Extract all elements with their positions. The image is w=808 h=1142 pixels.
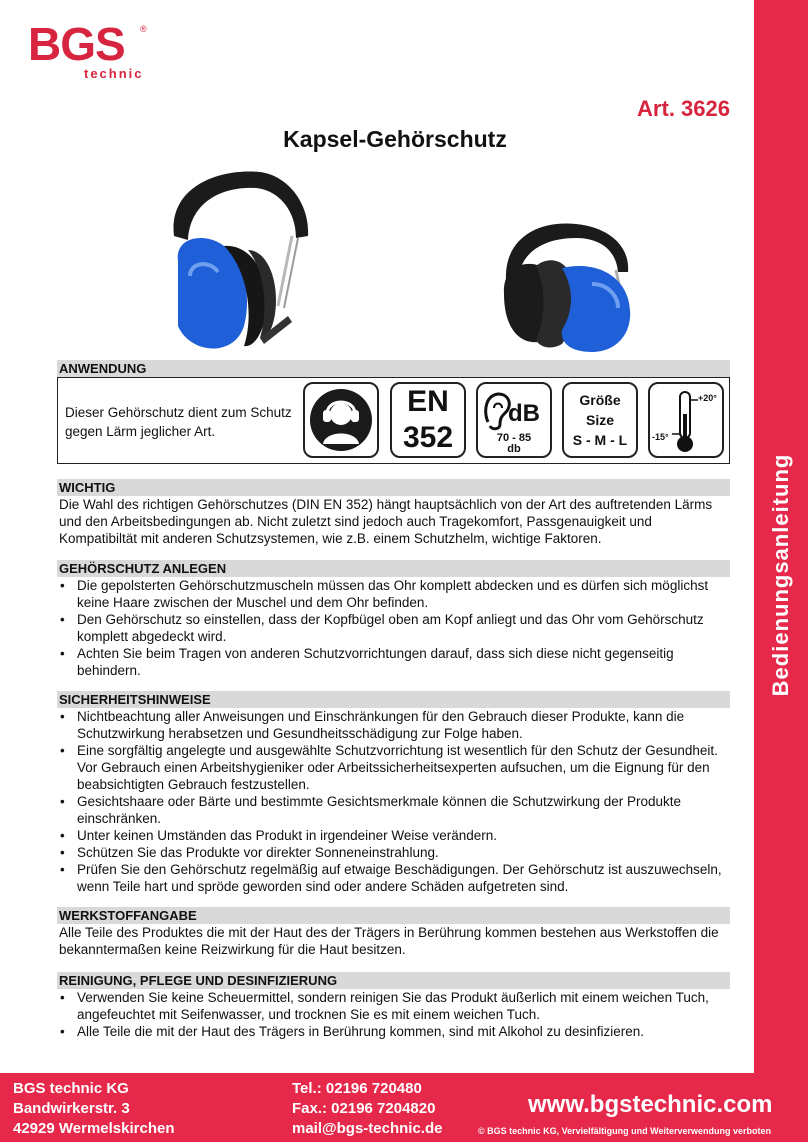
section-heading: REINIGUNG, PFLEGE UND DESINFIZIERUNG: [57, 972, 730, 989]
decibel-range: 70 - 85: [496, 432, 532, 444]
temperature-max: +20°: [698, 393, 717, 403]
footer-city: 42929 Wermelskirchen: [13, 1120, 175, 1137]
footer-contact: [292, 1079, 443, 1139]
footer-fax: Fax.: 02196 7204820: [292, 1100, 436, 1117]
footer-copyright: © BGS technic KG, Vervielfältigung und Weiterverwendung verboten: [478, 1126, 772, 1136]
section-reinigung: [57, 972, 730, 1040]
noise-level-icon: [476, 382, 552, 458]
list-item: • Eine sorgfältig angelegte und ausgewählte Schutzvorrichtung ist wesentlich für den Schutz der Gesundheit. Vor Gebrauch einen Arbeitshygieniker oder Arbeitssicherheitsexperten aufsuchen, um die Eignung für den beabsichtigten Gebrauch festzustellen.: [57, 742, 730, 793]
list-item: • Prüfen Sie den Gehörschutz regelmäßig auf etwaige Beschädigungen. Der Gehörschutz ist auszuwechseln, wenn Teile hart und spröde geworden sind oder andere Schäden aufgetreten sind.: [57, 861, 730, 895]
footer: [0, 1073, 808, 1142]
anlegen-list: [57, 577, 730, 679]
size-label-de: Größe: [579, 392, 621, 408]
list-item: • Alle Teile die mit der Haut des Trägers in Berührung kommen, sind mit Alkohol zu desinfizieren.: [57, 1023, 730, 1040]
section-wichtig: [57, 479, 730, 547]
list-item: • Nichtbeachtung aller Anweisungen und Einschränkungen für den Gebrauch dieser Produkte, kann die Schutzwirkung herabsetzen und Gesundheitsschädigung zur Folge haben.: [57, 708, 730, 742]
application-box: [57, 377, 730, 464]
section-heading: SICHERHEITSHINWEISE: [57, 691, 730, 708]
section-anwendung: [57, 360, 730, 377]
application-text: Dieser Gehörschutz dient zum Schutz gegen Lärm jeglicher Art.: [65, 405, 292, 439]
reinigung-list: [57, 989, 730, 1040]
bgs-logo: [28, 20, 152, 84]
size-range: S - M - L: [572, 432, 628, 448]
earmuff-product-image-small: [496, 210, 646, 360]
section-text: Alle Teile des Produktes die mit der Haut des der Trägers in Berührung kommen bestehen aus Werkstoffen die bekanntermaßen keine Reizwirkung für die Haut besitzen.: [59, 925, 719, 957]
list-item: • Unter keinen Umständen das Produkt in irgendeiner Weise verändern.: [57, 827, 730, 844]
footer-email[interactable]: mail@bgs-technic.de: [292, 1120, 443, 1137]
footer-website-link[interactable]: www.bgstechnic.com: [528, 1091, 773, 1118]
section-heading: WICHTIG: [57, 479, 730, 496]
footer-phone: Tel.: 02196 720480: [292, 1080, 422, 1097]
section-heading: WERKSTOFFANGABE: [57, 907, 730, 924]
size-icon: [562, 382, 638, 458]
norm-en-label: EN: [407, 385, 449, 418]
logo-wordmark: BGS: [28, 18, 125, 70]
logo-registered-mark: ®: [140, 24, 147, 34]
en352-norm-icon: [390, 382, 466, 458]
list-item: • Gesichtshaare oder Bärte und bestimmte Gesichtsmerkmale können die Schutzwirkung der Produkte einschränken.: [57, 793, 730, 827]
list-item: • Achten Sie beim Tragen von anderen Schutzvorrichtungen darauf, dass sich diese nicht gegenseitig behindern.: [57, 645, 730, 679]
list-item: • Die gepolsterten Gehörschutzmuscheln müssen das Ohr komplett abdecken und es dürfen sich möglichst keine Haare zwischen der Muschel und dem Ohr befinden.: [57, 577, 730, 611]
temperature-min: -15°: [652, 432, 669, 442]
section-sicherheit: [57, 691, 730, 895]
side-label: Bedienungsanleitung: [768, 453, 793, 697]
page-title: Kapsel-Gehörschutz: [283, 126, 507, 152]
decibel-label: dB: [508, 400, 540, 427]
section-werkstoff: [57, 907, 730, 958]
earmuff-product-image-large: [160, 166, 320, 356]
section-heading: ANWENDUNG: [57, 360, 730, 377]
section-anlegen: [57, 560, 730, 679]
ear-protection-mandatory-icon: [303, 382, 379, 458]
footer-street: Bandwirkerstr. 3: [13, 1100, 130, 1117]
sicherheit-list: [57, 708, 730, 895]
footer-company: BGS technic KG: [13, 1080, 129, 1097]
list-item: • Schützen Sie das Produkte vor direkter Sonneneinstrahlung.: [57, 844, 730, 861]
footer-address: [13, 1079, 175, 1139]
logo-subtitle: technic: [84, 66, 144, 81]
temperature-range-icon: [648, 382, 724, 458]
section-text: Die Wahl des richtigen Gehörschutzes (DIN EN 352) hängt hauptsächlich von der Art des auftretenden Lärms und den Arbeitsbedingungen ab. Nicht zuletzt sind jedoch auch Tragekomfort, Passgenauigkeit und Kompatibiltät mit anderen Schutzsystemen, wie z.B. einem Schutzhelm, wichtige Faktoren.: [59, 497, 713, 546]
list-item: • Verwenden Sie keine Scheuermittel, sondern reinigen Sie das Produkt äußerlich mit einem weichen Tuch, angefeuchtet mit Seifenwasser, und trocknen Sie es mit einem weichen Tuch.: [57, 989, 730, 1023]
decibel-unit: db: [507, 443, 521, 455]
article-number: Art. 3626: [637, 96, 730, 121]
size-label-en: Size: [585, 412, 614, 428]
list-item: • Den Gehörschutz so einstellen, dass der Kopfbügel oben am Kopf anliegt und das Ohr vom Gehörschutz komplett abgedeckt wird.: [57, 611, 730, 645]
norm-number-label: 352: [402, 421, 454, 454]
section-heading: GEHÖRSCHUTZ ANLEGEN: [57, 560, 730, 577]
